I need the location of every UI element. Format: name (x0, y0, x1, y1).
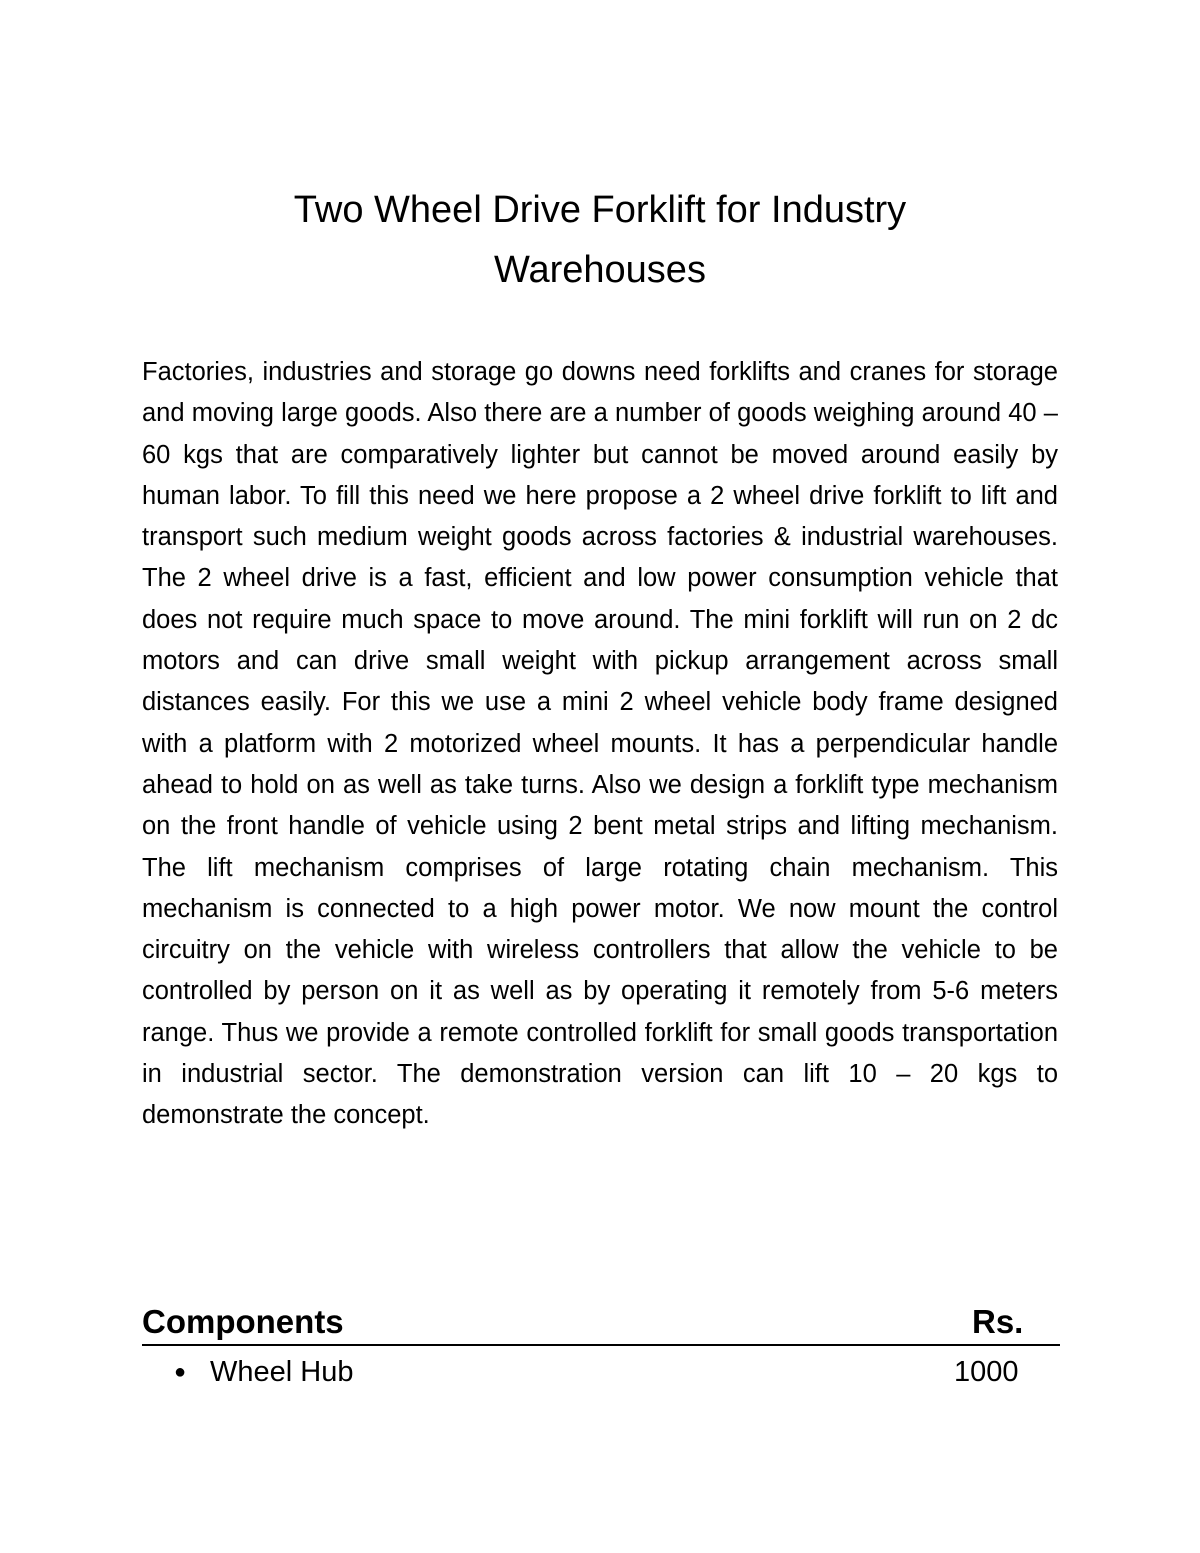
component-name: Wheel Hub (210, 1355, 354, 1388)
price-heading: Rs. (972, 1303, 1024, 1340)
title-line-1: Two Wheel Drive Forklift for Industry (293, 189, 907, 231)
document-title (142, 180, 1058, 300)
component-price: 1000 (954, 1355, 1019, 1388)
title-line-2: Warehouses (494, 249, 706, 291)
components-table (142, 1298, 1060, 1398)
components-heading: Components (142, 1303, 344, 1340)
components-header (142, 1298, 1060, 1346)
components-list (142, 1346, 1060, 1398)
list-item (142, 1346, 1060, 1398)
bullet-icon: ● (174, 1360, 187, 1383)
body-paragraph: Factories, industries and storage go downs need forklifts and cranes for storage and moving large goods. Also there are a number of goods weighing around 40 – 60 kgs that are comparatively lighter but cannot be moved around easily by human labor. To fill this need we here propose a 2 wheel drive forklift to lift and transport such medium weight goods across factories & industrial warehouses. The 2 wheel drive is a fast, efficient and low power consumption vehicle that does not require much space to move around. The mini forklift will run on 2 dc motors and can drive small weight with pickup arrangement across small distances easily. For this we use a mini 2 wheel vehicle body frame designed with a platform with 2 motorized wheel mounts. It has a perpendicular handle ahead to hold on as well as take turns. Also we design a forklift type mechanism on the front handle of vehicle using 2 bent metal strips and lifting mechanism. The lift mechanism comprises of large rotating chain mechanism. This mechanism is connected to a high power motor. We now mount the control circuitry on the vehicle with wireless controllers that allow the vehicle to be controlled by person on it as well as by operating it remotely from 5-6 meters range. Thus we provide a remote controlled forklift for small goods transportation in industrial sector. The demonstration version can lift 10 – 20 kgs to demonstrate the concept. (142, 358, 1058, 1130)
